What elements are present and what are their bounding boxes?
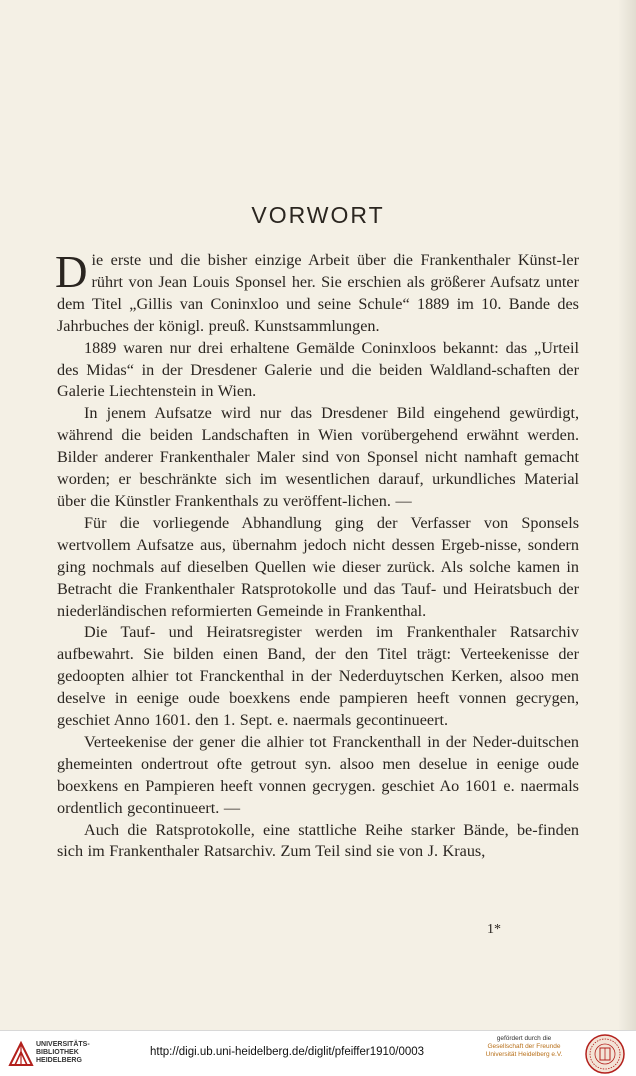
body-text	[55, 247, 579, 863]
paragraph-2: 1889 waren nur drei erhaltene Gemälde Coninxloos bekannt: das „Urteil des Midas“ in der Dresdener Galerie und die beiden Waldland-schaften der Galerie Liechtenstein in Wien.	[57, 338, 579, 401]
page-shadow	[618, 0, 636, 1030]
university-seal-icon[interactable]	[584, 1033, 626, 1075]
funder-credit: gefördert durch die Gesellschaft der Freunde Universität Heidelberg e.V.	[485, 1035, 563, 1058]
permalink-url[interactable]: http://digi.ub.uni-heidelberg.de/diglit/pfeiffer1910/0003	[150, 1046, 425, 1058]
paragraph-3: In jenem Aufsatze wird nur das Dresdener Bild eingehend gewürdigt, während die beiden Landschaften in Wien vorübergehend erwähnt werden. Bilder anderer Frankenthaler Maler sind von Sponsel nicht namhaft gemacht worden; er beschränkte sich im wesentlichen darauf, urkundliches Material über die Künstler Frankenthals zu veröffent-lichen. —	[57, 404, 579, 510]
paragraph-6: Verteekenise der gener die alhier tot Franckenthall in der Neder-duitschen ghemeinten ondertrout ofte getrout syn. alsoo men deselue in eenige oude boexkens en Pampieren heeft vonnen gecrygen. geschiet Ao 1601 e. naermals ordentlich gecontinueert. —	[57, 732, 579, 817]
paragraph-5: Die Tauf- und Heiratsregister werden im Frankenthaler Ratsarchiv aufbewahrt. Sie bilden einen Band, der den Titel trägt: Verteekenisse der gedoopten alhier tot Franckenthal in der Nederduytschen Kerken, alsoo men deselve in eenige oude boexkens ende pampieren heeft vonnen gecrygen, geschiet Anno 1601. den 1. Sept. e. naermals gecontinueert.	[57, 623, 579, 730]
paragraph-1: Die erste und die bisher einzige Arbeit über die Frankenthaler Künst-ler rührt von Jean Louis Sponsel her. Sie erschien als größerer Aufsatz unter dem Titel „Gillis van Coninxloo und seine Schule“ 1889 im 10. Bande des Jahrbuches der königl. preuß. Kunstsammlungen.	[55, 247, 579, 335]
paragraph-4: Für die vorliegende Abhandlung ging der Verfasser von Sponsels wertvollem Aufsatze aus, übernahm jedoch nicht dessen Ergeb-nisse, sondern ging nochmals auf dieselben Quellen wie dieser zurück. Als solche kamen in Betracht die Frankenthaler Ratsprotokolle und das Tauf- und Heiratsbuch der niederländischen reformierten Gemeinde in Frankenthal.	[57, 513, 579, 620]
institution-name: UNIVERSITÄTS- BIBLIOTHEK HEIDELBERG	[36, 1041, 90, 1064]
page-title: VORWORT	[251, 202, 385, 228]
signature-mark: 1*	[487, 922, 501, 937]
ub-heidelberg-logo-icon[interactable]	[6, 1039, 36, 1069]
paragraph-7: Auch die Ratsprotokolle, eine stattliche Reihe starker Bände, be-finden sich im Frankenthaler Ratsarchiv. Zum Teil sind sie von J. Kraus,	[57, 820, 579, 861]
drop-cap: D	[55, 247, 88, 297]
footer-bar	[0, 1030, 636, 1076]
